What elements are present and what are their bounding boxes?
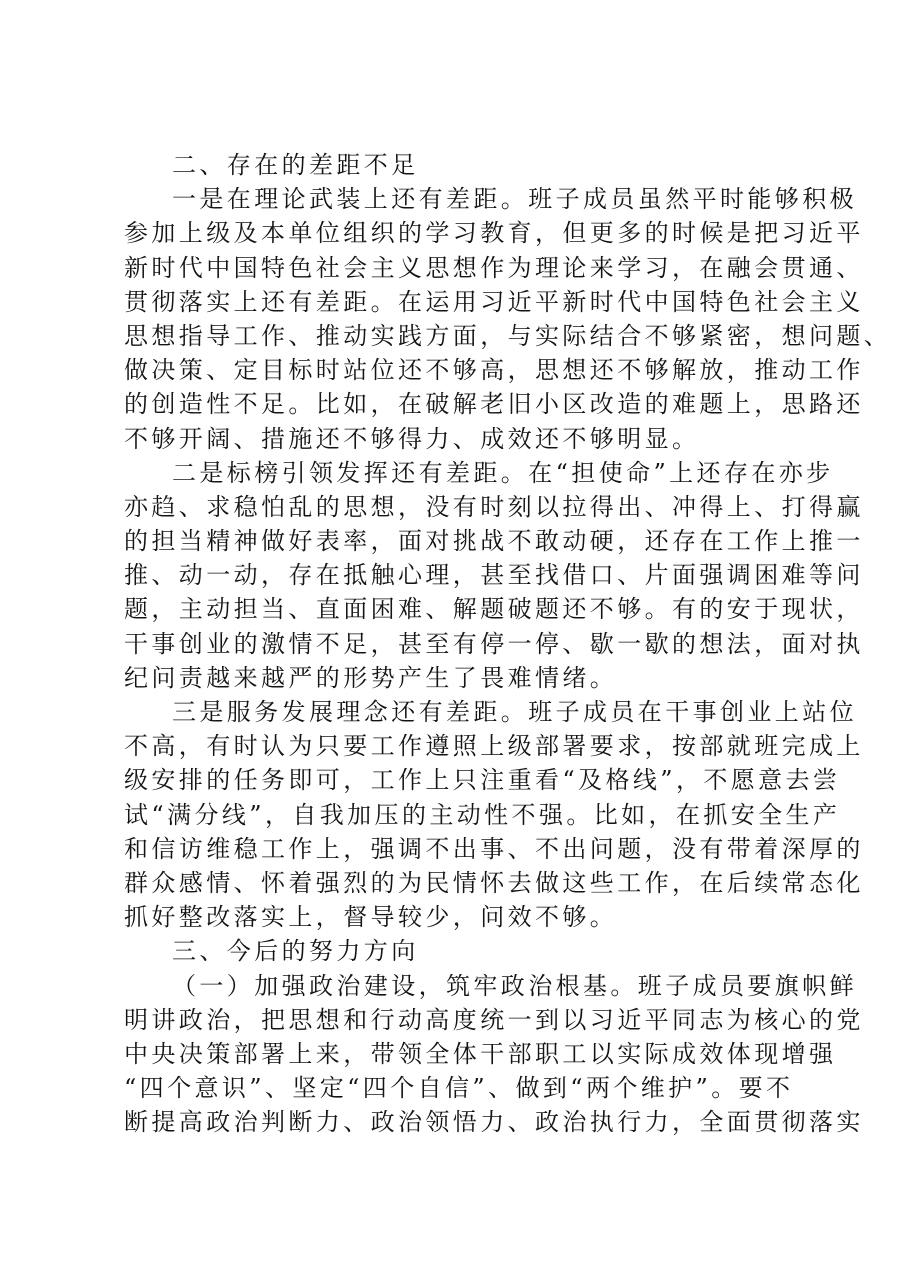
paragraph-line: 亦趋、求稳怕乱的思想，没有时刻以拉得出、冲得上、打得赢 bbox=[124, 492, 864, 521]
paragraph-line: 二是标榜引领发挥还有差距。在“担使命”上还存在亦步 bbox=[172, 458, 834, 487]
paragraph-line: 断提高政治判断力、政治领悟力、政治执行力，全面贯彻落实 bbox=[124, 1108, 864, 1137]
paragraph-line: 级安排的任务即可，工作上只注重看“及格线”，不愿意去尝 bbox=[124, 766, 841, 795]
paragraph-line: 三是服务发展理念还有差距。班子成员在干事创业上站位 bbox=[172, 698, 857, 726]
paragraph-line: 干事创业的激情不足，甚至有停一停、歇一歇的想法，面对执 bbox=[124, 629, 864, 658]
paragraph-line: 明讲政治，把思想和行动高度统一到以习近平同志为核心的党 bbox=[124, 1005, 864, 1034]
paragraph-line: 不高，有时认为只要工作遵照上级部署要求，按部就班完成上 bbox=[124, 732, 864, 761]
paragraph-line: 纪问责越来越严的形势产生了畏难情绪。 bbox=[124, 663, 618, 692]
document-body bbox=[124, 148, 892, 1139]
paragraph-line: 不够开阔、措施还不够得力、成效还不够明显。 bbox=[124, 424, 700, 453]
paragraph-line: 和信访维稳工作上，强调不出事、不出问题，没有带着深厚的 bbox=[124, 834, 864, 863]
paragraph-line: 的创造性不足。比如，在破解老旧小区改造的难题上，思路还 bbox=[124, 390, 864, 419]
paragraph-line: （一）加强政治建设，筑牢政治根基。班子成员要旗帜鲜 bbox=[172, 971, 857, 1000]
paragraph-line: 贯彻落实上还有差距。在运用习近平新时代中国特色社会主义 bbox=[124, 287, 864, 316]
paragraph-line: 试“满分线”，自我加压的主动性不强。比如，在抓安全生产 bbox=[124, 800, 841, 829]
paragraph-line: 一是在理论武装上还有差距。班子成员虽然平时能够积极 bbox=[172, 185, 857, 214]
paragraph-line: 做决策、定目标时站位还不够高，思想还不够解放，推动工作 bbox=[124, 356, 864, 385]
section-heading: 二、存在的差距不足 bbox=[172, 151, 419, 179]
paragraph-line: 中央决策部署上来，带领全体干部职工以实际成效体现增强 bbox=[124, 1039, 837, 1068]
section-heading: 三、今后的努力方向 bbox=[172, 937, 419, 966]
paragraph-line: 参加上级及本单位组织的学习教育，但更多的时候是把习近平 bbox=[124, 219, 864, 248]
paragraph-line: 题，主动担当、直面困难、解题破题还不够。有的安于现状， bbox=[124, 595, 864, 624]
paragraph-line: 新时代中国特色社会主义思想作为理论来学习，在融会贯通、 bbox=[124, 253, 864, 282]
paragraph-line: 的担当精神做好表率，面对挑战不敢动硬，还存在工作上推一 bbox=[124, 527, 864, 556]
paragraph-line: 思想指导工作、推动实践方面，与实际结合不够紧密，想问题、 bbox=[124, 321, 892, 350]
paragraph-line: 推、动一动，存在抵触心理，甚至找借口、片面强调困难等问 bbox=[124, 561, 864, 590]
paragraph-line: 群众感情、怀着强烈的为民情怀去做这些工作，在后续常态化 bbox=[124, 868, 864, 897]
paragraph-line: “四个意识”、坚定“四个自信”、做到“两个维护”。要不 bbox=[124, 1074, 794, 1103]
paragraph-line: 抓好整改落实上，督导较少，问效不够。 bbox=[124, 903, 618, 932]
